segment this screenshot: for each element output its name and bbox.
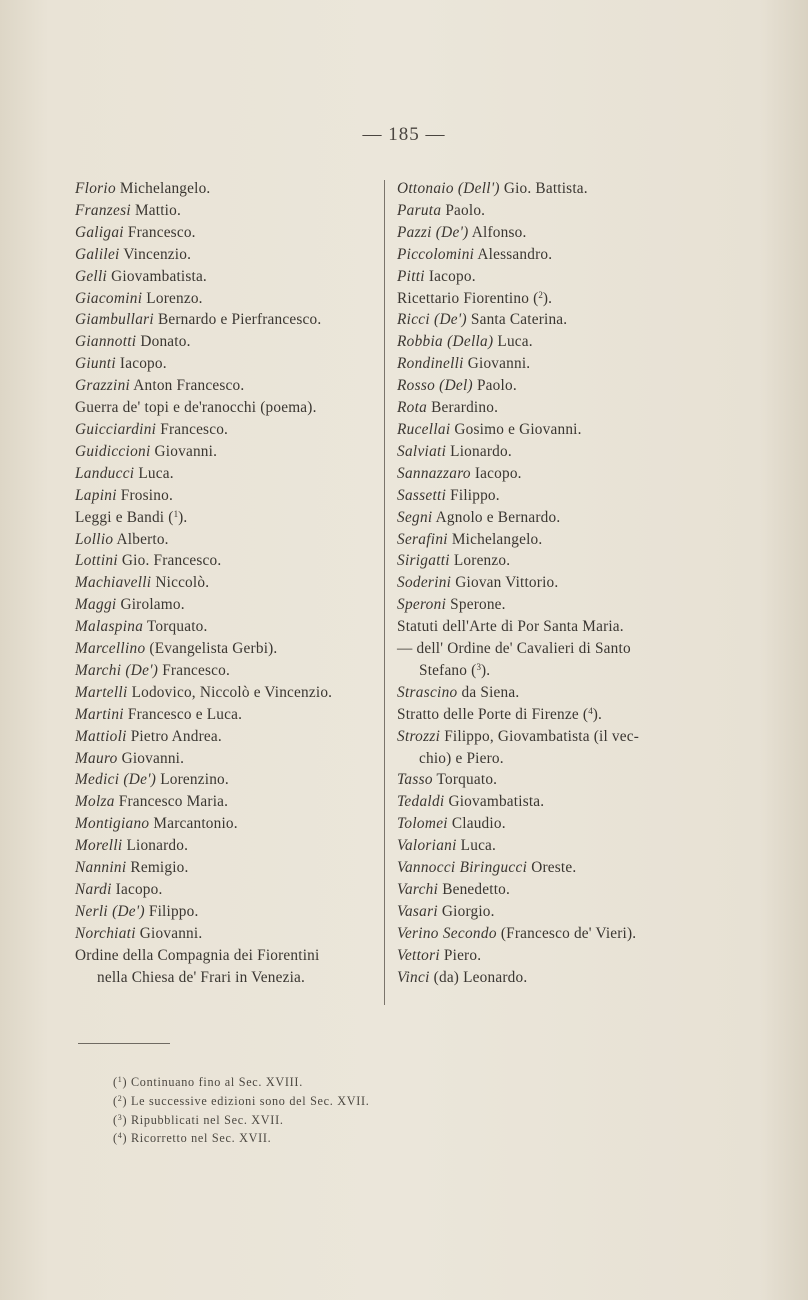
index-entry	[397, 857, 697, 879]
entry-author-name: Guidiccioni	[75, 442, 151, 460]
index-entry	[75, 791, 375, 813]
index-entry	[397, 441, 697, 463]
index-entry	[75, 353, 375, 375]
index-entry	[75, 616, 375, 638]
entry-author-name: Montigiano	[75, 815, 150, 833]
index-entry	[397, 616, 697, 638]
entry-author-name: Maggi	[75, 596, 117, 614]
entry-author-name: Robbia (Della)	[397, 333, 494, 351]
entry-text: Stefano (	[419, 661, 477, 679]
index-entry	[397, 967, 697, 989]
entry-author-name: Sassetti	[397, 486, 447, 504]
index-entry	[397, 769, 697, 791]
entry-author-name: Molza	[75, 793, 115, 811]
footnote-rule	[78, 1043, 170, 1044]
index-entry	[75, 769, 375, 791]
index-entry	[397, 923, 697, 945]
index-entry	[75, 244, 375, 266]
entry-text: Gio. Francesco.	[117, 552, 222, 570]
entry-text: Statuti dell'Arte di Por Santa Maria.	[397, 618, 624, 636]
footnote-mark: 1	[117, 1075, 123, 1084]
entry-text: Giovambatista.	[444, 793, 545, 811]
footnote-text: Ricorretto nel Sec. XVII.	[127, 1131, 272, 1146]
index-entry	[75, 682, 375, 704]
index-entry	[75, 266, 375, 288]
entry-text: Leggi e Bandi (	[75, 508, 174, 526]
entry-author-name: Nannini	[75, 859, 127, 877]
entry-text: Gosimo e Giovanni.	[450, 420, 582, 438]
entry-author-name: Giacomini	[75, 289, 143, 307]
entry-text: Ordine della Compagnia dei Fiorentini	[75, 946, 320, 964]
entry-text: Lodovico, Niccolò e Vincenzio.	[127, 683, 333, 701]
entry-text: Francesco.	[123, 223, 196, 241]
entry-author-name: Paruta	[397, 201, 442, 219]
page-number: — 185 —	[362, 124, 446, 145]
index-entry	[75, 178, 375, 200]
index-entry	[75, 857, 375, 879]
entry-author-name: Norchiati	[75, 924, 136, 942]
entry-author-name: Machiavelli	[75, 574, 152, 592]
index-entry	[397, 638, 697, 660]
index-entry	[75, 375, 375, 397]
footnotes	[113, 1073, 370, 1148]
entry-author-name: Gelli	[75, 267, 108, 285]
entry-author-name: Mattioli	[75, 727, 127, 745]
entry-text: (Evangelista Gerbi).	[145, 640, 278, 658]
entry-text: Alessandro.	[474, 245, 553, 263]
index-entry	[397, 660, 697, 682]
footnote-mark: 3	[117, 1112, 123, 1122]
entry-author-name: Florio	[75, 180, 116, 197]
index-entry	[75, 704, 375, 726]
entry-text: Giovanni.	[150, 442, 218, 460]
entry-author-name: Mauro	[75, 749, 118, 767]
entry-text: Lorenzo.	[449, 552, 511, 570]
entry-text: Oreste.	[527, 859, 577, 877]
index-entry	[397, 309, 697, 331]
entry-text: Filippo.	[144, 902, 199, 920]
entry-text: Guerra de' topi e de'ranocchi (poema).	[75, 399, 317, 417]
entry-text: Girolamo.	[116, 596, 185, 614]
index-entry	[397, 550, 697, 572]
index-entry	[397, 244, 697, 266]
entry-text: Ricettario Fiorentino (	[397, 289, 539, 307]
entry-text: Lorenzino.	[156, 771, 229, 789]
entry-author-name: Galigai	[75, 223, 124, 241]
index-entry	[397, 353, 697, 375]
index-entry	[75, 945, 375, 967]
entry-text: Paolo.	[472, 377, 517, 395]
index-entry	[75, 550, 375, 572]
entry-author-name: Guicciardini	[75, 420, 157, 438]
entry-text: Iacopo.	[115, 355, 167, 373]
footnote-text: Le successive edizioni sono del Sec. XVII.	[127, 1093, 370, 1108]
entry-author-name: Vettori	[397, 946, 440, 964]
entry-text: Francesco Maria.	[114, 793, 229, 811]
entry-author-name: Franzesi	[75, 201, 131, 219]
entry-text: Iacopo.	[111, 881, 163, 898]
entry-text: (da) Leonardo.	[429, 968, 528, 986]
entry-author-name: Tedaldi	[397, 793, 445, 811]
index-entry	[75, 726, 375, 748]
entry-author-name: Tasso	[397, 771, 433, 789]
index-entry	[75, 529, 375, 551]
index-entry	[397, 331, 697, 353]
entry-text: nella Chiesa de' Frari in Venezia.	[97, 968, 306, 986]
entry-text: Remigio.	[126, 859, 189, 877]
index-entry	[397, 748, 697, 770]
entry-text: Francesco.	[156, 420, 229, 438]
index-entry	[397, 529, 697, 551]
entry-author-name: Giannotti	[75, 333, 137, 351]
footnote: ($^4$) Ricorretto nel Sec. XVII.	[113, 1131, 272, 1146]
footnote-mark: 2	[117, 1093, 123, 1103]
entry-author-name: Lottini	[75, 552, 118, 570]
entry-author-name: Ottonaio (Dell')	[397, 180, 500, 197]
entry-text: Anton Francesco.	[130, 377, 245, 395]
column-divider	[384, 180, 385, 1005]
entry-text: Filippo.	[446, 486, 500, 504]
index-entry	[397, 682, 697, 704]
index-entry	[397, 375, 697, 397]
entry-author-name: Rucellai	[397, 420, 451, 438]
index-entry	[397, 945, 697, 967]
entry-text: Niccolò.	[151, 574, 210, 592]
entry-author-name: Marchi (De')	[75, 661, 159, 679]
index-entry	[75, 222, 375, 244]
entry-text: Paolo.	[441, 201, 486, 219]
entry-text: Agnolo e Bernardo.	[432, 508, 561, 526]
footnote-reference: 4	[588, 705, 593, 716]
entry-author-name: Strascino	[397, 683, 458, 701]
entry-text: Giorgio.	[437, 902, 495, 920]
entry-text: Mattio.	[130, 201, 181, 219]
index-entry	[397, 572, 697, 594]
entry-text: Gio. Battista.	[499, 180, 588, 197]
index-entry	[75, 441, 375, 463]
entry-author-name: Giambullari	[75, 311, 154, 329]
entry-text-tail: ).	[592, 705, 603, 723]
entry-text: Luca.	[456, 837, 497, 855]
index-entry	[75, 660, 375, 682]
entry-text: Giovanni.	[117, 749, 185, 767]
entry-text: Michelangelo.	[447, 530, 543, 548]
entry-author-name: Rota	[397, 399, 428, 417]
footnote-reference: 3	[476, 661, 481, 672]
entry-author-name: Sannazzaro	[397, 464, 471, 482]
footnote-reference: 1	[173, 508, 179, 519]
entry-author-name: Medici (De')	[75, 771, 157, 789]
entry-text: chio) e Piero.	[419, 749, 504, 767]
index-entry	[75, 463, 375, 485]
entry-author-name: Strozzi	[397, 727, 441, 745]
footnote-mark: 4	[117, 1131, 123, 1141]
entry-author-name: Morelli	[75, 837, 123, 855]
entry-text: (Francesco de' Vieri).	[496, 924, 637, 942]
entry-text: Berardino.	[427, 399, 499, 417]
entry-author-name: Malaspina	[75, 618, 144, 636]
entry-text: Frosino.	[116, 486, 173, 504]
footnote-text: Ripubblicati nel Sec. XVII.	[127, 1112, 284, 1127]
index-entry	[397, 288, 697, 310]
index-entry	[397, 200, 697, 222]
index-entry	[397, 463, 697, 485]
entry-text: — dell' Ordine de' Cavalieri di Santo	[397, 640, 631, 658]
entry-author-name: Rondinelli	[397, 355, 464, 373]
entry-text: Giovambatista.	[107, 267, 207, 285]
index-entry	[75, 923, 375, 945]
entry-text: Piero.	[439, 946, 482, 964]
entry-text: Bernardo e Pierfrancesco.	[153, 311, 322, 329]
entry-text: Michelangelo.	[115, 180, 211, 197]
index-entry	[75, 879, 375, 901]
entry-text: Lorenzo.	[142, 289, 203, 307]
entry-author-name: Martelli	[75, 683, 128, 701]
entry-text: Torquato.	[143, 618, 208, 636]
index-entry	[75, 331, 375, 353]
entry-text: Benedetto.	[438, 881, 511, 898]
entry-author-name: Piccolomini	[397, 245, 475, 263]
entry-author-name: Galilei	[75, 245, 120, 263]
entry-author-name: Pitti	[397, 267, 425, 285]
index-entry	[397, 507, 697, 529]
entry-author-name: Pazzi (De')	[397, 223, 469, 241]
entry-text: Lionardo.	[446, 442, 512, 460]
entry-text-tail: ).	[480, 661, 491, 679]
index-entry	[75, 594, 375, 616]
index-entry	[75, 485, 375, 507]
entry-author-name: Lollio	[75, 530, 114, 548]
entry-author-name: Nerli (De')	[75, 902, 145, 920]
footnote: ($^2$) Le successive edizioni sono del Sec. XVII.	[113, 1093, 370, 1108]
entry-text: Torquato.	[432, 771, 498, 789]
entry-author-name: Vannocci Biringucci	[397, 859, 528, 877]
entry-author-name: Speroni	[397, 596, 447, 614]
entry-author-name: Giunti	[75, 355, 116, 373]
index-entry	[75, 309, 375, 331]
entry-author-name: Rosso (Del)	[397, 377, 473, 395]
index-entry	[397, 726, 697, 748]
index-entry	[397, 594, 697, 616]
entry-text: Donato.	[136, 333, 191, 351]
index-entry	[397, 266, 697, 288]
entry-author-name: Sirigatti	[397, 552, 450, 570]
index-entry	[397, 178, 697, 200]
entry-author-name: Serafini	[397, 530, 448, 548]
index-entry	[75, 813, 375, 835]
index-entry	[75, 835, 375, 857]
entry-text: Luca.	[493, 333, 533, 351]
index-entry	[75, 638, 375, 660]
index-entry	[75, 967, 375, 989]
entry-text: Marcantonio.	[149, 815, 238, 833]
entry-author-name: Martini	[75, 705, 124, 723]
entry-author-name: Soderini	[397, 574, 452, 592]
left-column	[75, 178, 375, 989]
entry-text: Luca.	[134, 464, 174, 482]
entry-text: Vincenzio.	[119, 245, 192, 263]
entry-text: Francesco.	[158, 661, 231, 679]
entry-text: Giovan Vittorio.	[451, 574, 559, 592]
index-entry	[397, 397, 697, 419]
footnote-text: Continuano fino al Sec. XVIII.	[127, 1075, 303, 1089]
entry-text: Iacopo.	[424, 267, 476, 285]
index-entry	[397, 704, 697, 726]
entry-author-name: Marcellino	[75, 640, 146, 658]
index-entry	[75, 748, 375, 770]
index-entry	[397, 879, 697, 901]
entry-text: Lionardo.	[122, 837, 189, 855]
entry-text: da Siena.	[457, 683, 520, 701]
entry-author-name: Segni	[397, 508, 433, 526]
footnote: ($^3$) Ripubblicati nel Sec. XVII.	[113, 1112, 284, 1127]
entry-text: Francesco e Luca.	[123, 705, 243, 723]
entry-author-name: Vasari	[397, 902, 438, 920]
index-entry	[397, 901, 697, 923]
right-column	[397, 178, 697, 989]
entry-text: Stratto delle Porte di Firenze (	[397, 705, 589, 723]
index-entry	[397, 791, 697, 813]
entry-author-name: Nardi	[75, 881, 112, 898]
entry-text: Claudio.	[447, 815, 506, 833]
entry-author-name: Verino Secondo	[397, 924, 497, 942]
index-entry	[75, 397, 375, 419]
index-entry	[75, 507, 375, 529]
entry-author-name: Varchi	[397, 881, 439, 898]
entry-author-name: Grazzini	[75, 377, 131, 395]
index-entry	[397, 835, 697, 857]
entry-author-name: Lapini	[75, 486, 117, 504]
entry-text: Alberto.	[113, 530, 169, 548]
index-entry	[75, 419, 375, 441]
index-entry	[397, 222, 697, 244]
entry-text-tail: ).	[178, 508, 188, 526]
entry-author-name: Vinci	[397, 968, 430, 986]
index-entry	[397, 419, 697, 441]
index-entry	[75, 288, 375, 310]
footnote: ($^1$) Continuano fino al Sec. XVIII.	[113, 1075, 303, 1089]
entry-author-name: Landucci	[75, 464, 135, 482]
entry-author-name: Valoriani	[397, 837, 457, 855]
entry-author-name: Salviati	[397, 442, 447, 460]
entry-author-name: Ricci (De')	[397, 311, 467, 329]
entry-text: Sperone.	[446, 596, 506, 614]
entry-author-name: Tolomei	[397, 815, 448, 833]
index-entry	[75, 572, 375, 594]
entry-text: Pietro Andrea.	[126, 727, 222, 745]
index-entry	[397, 813, 697, 835]
entry-text: Santa Caterina.	[466, 311, 568, 329]
entry-text: Filippo, Giovambatista (il vec-	[440, 727, 640, 745]
index-entry	[75, 901, 375, 923]
entry-text: Giovanni.	[463, 355, 531, 373]
entry-text-tail: ).	[542, 289, 553, 307]
entry-text: Giovanni.	[135, 924, 203, 942]
index-entry	[397, 485, 697, 507]
index-entry	[75, 200, 375, 222]
entry-text: Iacopo.	[470, 464, 522, 482]
entry-text: Alfonso.	[468, 223, 527, 241]
footnote-reference: 2	[538, 289, 543, 300]
